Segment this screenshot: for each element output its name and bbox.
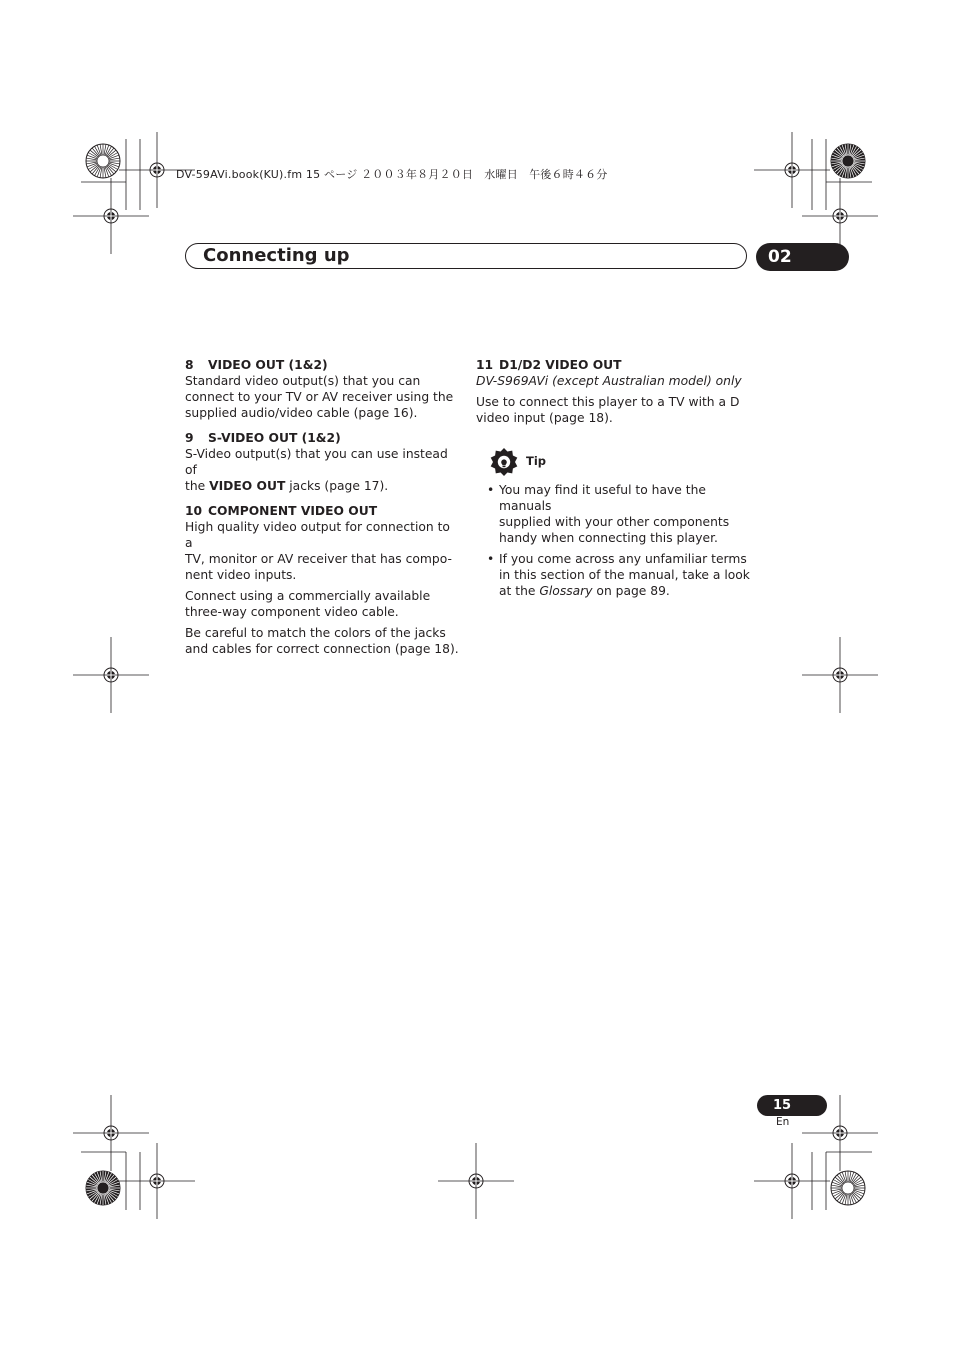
language-code: En xyxy=(776,1116,790,1128)
file-info-line: DV-59AVi.book(KU).fm 15 ページ ２００３年８月２０日 水曜日 午後６時４６分 xyxy=(176,168,608,181)
s-video-desc-2: the VIDEO OUT jacks (page 17). xyxy=(185,479,389,493)
left-column xyxy=(185,357,460,657)
video-out-desc-1: Standard video output(s) that you can xyxy=(185,374,421,388)
page-number: 15 xyxy=(773,1098,792,1113)
component-careful-1: Be careful to match the colors of the jacks xyxy=(185,626,446,640)
heading-s-video-out: 9 S-VIDEO OUT (1&2) xyxy=(185,431,341,445)
s-video-desc-1: S-Video output(s) that you can use instead of xyxy=(185,447,448,477)
video-out-desc-3: supplied audio/video cable (page 16). xyxy=(185,406,418,420)
d-video-desc-1: Use to connect this player to a TV with a D xyxy=(476,395,740,409)
video-out-desc-2: connect to your TV or AV receiver using the xyxy=(185,390,454,404)
tip-label: Tip xyxy=(526,454,547,468)
right-column xyxy=(476,357,751,426)
component-desc-1: High quality video output for connection to a xyxy=(185,520,450,550)
component-connect-1: Connect using a commercially available xyxy=(185,589,431,603)
component-careful-2: and cables for correct connection (page 18). xyxy=(185,642,459,656)
color-bar-center xyxy=(97,155,109,167)
component-desc-3: nent video inputs. xyxy=(185,568,297,582)
component-desc-2: TV, monitor or AV receiver that has compo- xyxy=(185,552,452,566)
d-video-desc-2: video input (page 18). xyxy=(476,411,613,425)
heading-component-video-out: 10 COMPONENT VIDEO OUT xyxy=(185,504,378,518)
color-bar-center xyxy=(842,1182,854,1194)
tip-bullet: • If you come across any unfamiliar terms in this section of the manual, take a look at the Glossary on page 89. xyxy=(487,552,750,598)
lightbulb-icon xyxy=(489,447,519,477)
component-connect-2: three-way component video cable. xyxy=(185,605,399,619)
color-bar-center xyxy=(97,1182,109,1194)
heading-d1-d2-video-out: 11 D1/D2 VIDEO OUT xyxy=(476,358,622,372)
section-title: Connecting up xyxy=(203,245,350,266)
chapter-number: 02 xyxy=(768,247,792,267)
tip-list xyxy=(477,482,752,604)
heading-video-out: 8 VIDEO OUT (1&2) xyxy=(185,358,328,372)
model-note: DV-S969AVi (except Australian model) only xyxy=(476,374,742,388)
page-number-badge xyxy=(757,1095,827,1116)
color-bar-center xyxy=(842,155,854,167)
tip-bullet: • You may find it useful to have the manuals supplied with your other components handy when connecting this player. xyxy=(487,483,730,545)
